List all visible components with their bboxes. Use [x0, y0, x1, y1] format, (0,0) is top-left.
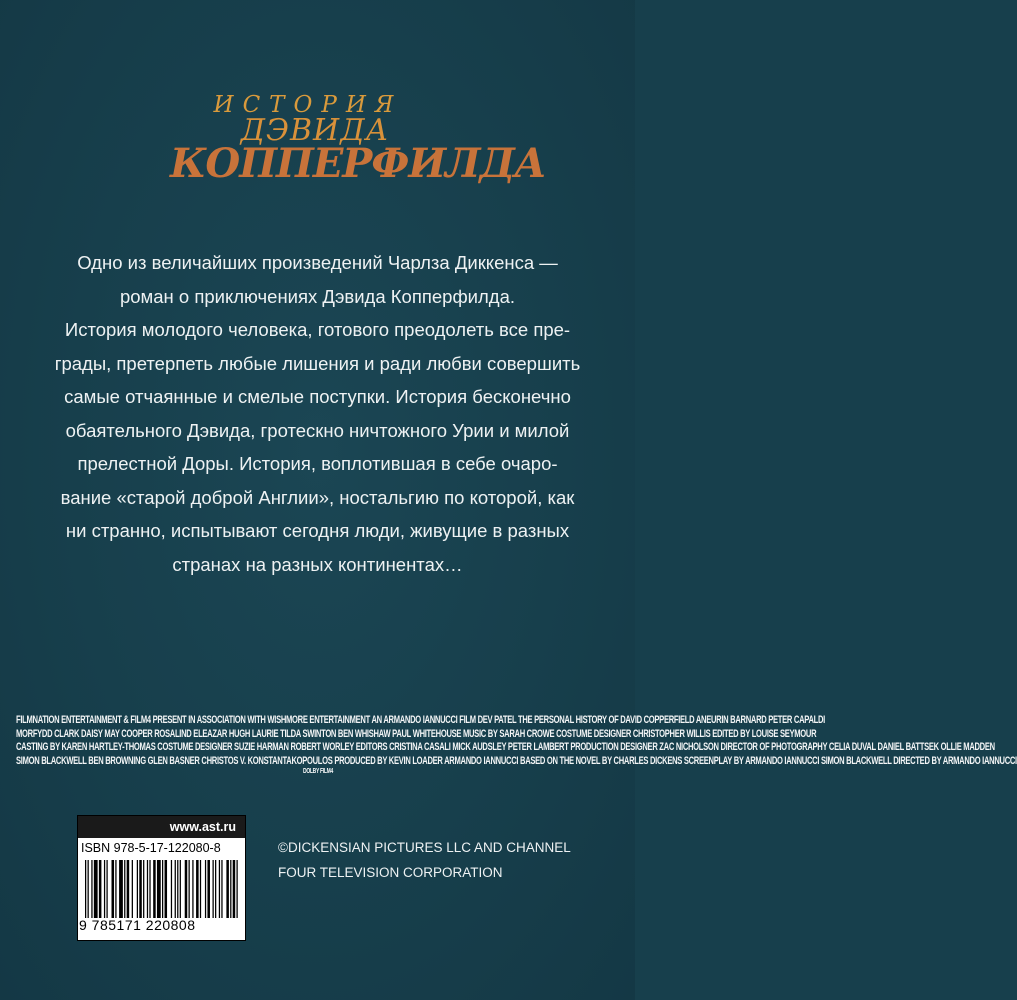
title-line-3: КОППЕРФИЛДА [170, 140, 546, 187]
barcode-bar [91, 860, 92, 918]
barcode-bar [112, 860, 115, 918]
book-blurb [30, 246, 605, 581]
barcode-bar [153, 860, 156, 918]
blurb-line: странах на разных континентах… [172, 553, 463, 575]
barcode-bars [85, 860, 239, 918]
copyright-line-2: FOUR TELEVISION CORPORATION [278, 865, 503, 880]
barcode-bar [115, 860, 116, 918]
blurb-line: самые отчаянные и смелые поступки. История бесконечно [64, 386, 571, 407]
barcode-bar [149, 860, 150, 918]
barcode-bar [132, 860, 133, 918]
barcode-bar [200, 860, 201, 918]
barcode-bar [137, 860, 138, 918]
blurb-line: ни странно, испытывают сегодня люди, живущие в разных [65, 520, 570, 541]
barcode-bar [171, 860, 172, 918]
barcode-bar [219, 860, 220, 918]
blurb-line: грады, претерпеть любые лишения и ради любви совершить [54, 352, 581, 374]
barcode-bar [94, 860, 98, 918]
barcode-bar [104, 860, 105, 918]
barcode-bar [205, 860, 206, 918]
blurb-line: История молодого человека, готового преодолеть все пре- [64, 319, 571, 340]
barcode-bar [175, 860, 176, 918]
barcode-bar [192, 860, 193, 918]
barcode-bar [88, 860, 89, 918]
title-line-1: ИСТОРИЯ [213, 92, 403, 118]
credit-line: MORFYDD CLARK DAISY MAY COOPER ROSALIND ELEAZAR HUGH LAURIE TILDA SWINTON BEN WHISHAW PAUL WHITEHOUSE MUSIC BY SARAH CROWE COSTUME DESIGNER CHRISTOPHER WILLIS EDITED BY LOUISE SEYMOUR [16, 727, 817, 741]
credit-line: FILMNATION ENTERTAINMENT & FILM4 PRESENT IN ASSOCIATION WITH WISHMORE ENTERTAINMENT AN ARMANDO IANNUCCI FILM DEV PATEL THE PERSONAL HISTORY OF DAVID COPPERFIELD ANEURIN BARNARD PETER CAPALDI [16, 713, 825, 727]
barcode-bar [212, 860, 213, 918]
copyright-notice [278, 835, 608, 885]
barcode-bar [185, 860, 188, 918]
blurb-line: Одно из величайших произведений Чарлза Диккенса — [77, 252, 558, 273]
barcode-bar [127, 860, 130, 918]
barcode-bar [189, 860, 190, 918]
film-credits-block [16, 713, 1017, 781]
blurb-line: прелестной Доры. История, воплотившая в себе очаро- [77, 453, 558, 474]
barcode-bar [106, 860, 107, 918]
barcode-bar [147, 860, 148, 918]
barcode-bar [177, 860, 178, 918]
barcode-bar [139, 860, 142, 918]
barcode-bar [196, 860, 199, 918]
barcode-bar [221, 860, 222, 918]
barcode-bar [215, 860, 216, 918]
publisher-url: www.ast.ru [78, 816, 245, 838]
barcode-bar [233, 860, 236, 918]
credit-logos: DOLBY FILM4 [303, 767, 333, 776]
title-line-2: ДЭВИДА [240, 113, 390, 148]
barcode-bar [180, 860, 181, 918]
barcode-bar [85, 860, 86, 918]
barcode-bar [226, 860, 229, 918]
barcode-bar [165, 860, 168, 918]
blurb-line: роман о приключениях Дэвида Копперфилда. [119, 285, 516, 307]
barcode-bar [230, 860, 231, 918]
barcode-bar [119, 860, 123, 918]
barcode-bar [207, 860, 210, 918]
blurb-line: вание «старой доброй Англии», ностальгию по которой, как [60, 486, 575, 508]
barcode-bar [143, 860, 144, 918]
isbn-text: ISBN 978-5-17-122080-8 [81, 841, 221, 855]
barcode-bar [162, 860, 163, 918]
barcode-bar [236, 860, 237, 918]
copyright-line-1: ©DICKENSIAN PICTURES LLC AND CHANNEL [278, 840, 571, 855]
barcode-bar [157, 860, 161, 918]
credit-line: CASTING BY KAREN HARTLEY-THOMAS COSTUME DESIGNER SUZIE HARMAN ROBERT WORLEY EDITORS CRISTINA CASALI MICK AUDSLEY PETER LAMBERT PRODUCTION DESIGNER ZAC NICHOLSON DIRECTOR OF PHOTOGRAPHY CELIA DUVAL DANIEL BATTSEK OLLIE MADDEN [16, 740, 995, 754]
barcode-number: 9 785171 220808 [79, 917, 196, 933]
barcode-bar [124, 860, 125, 918]
credit-line: SIMON BLACKWELL BEN BROWNING GLEN BASNER CHRISTOS V. KONSTANTAKOPOULOS PRODUCED BY KEVIN LOADER ARMANDO IANNUCCI BASED ON THE NOVEL BY CHARLES DICKENS SCREENPLAY BY ARMANDO IANNUCCI SIMON BLACKWELL DIRECTED BY ARMANDO IANNUCCI [16, 754, 1017, 768]
barcode-bar [99, 860, 102, 918]
barcode-label [77, 815, 246, 941]
blurb-line: обаятельного Дэвида, гротескно ничтожного Урии и милой [65, 419, 570, 441]
